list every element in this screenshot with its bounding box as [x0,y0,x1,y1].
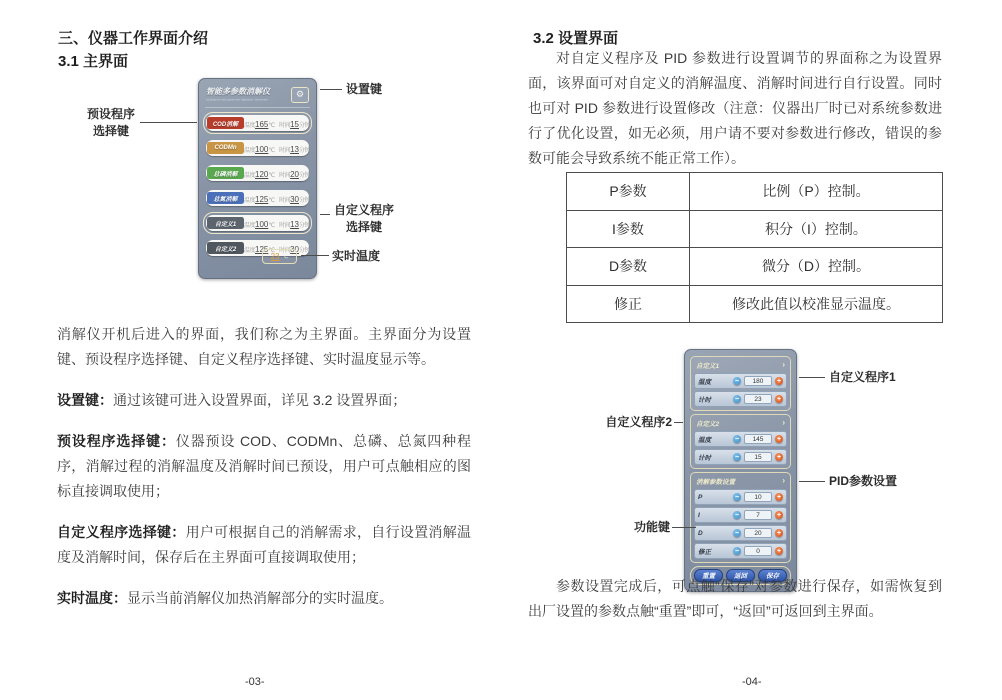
paragraph-intro [57,322,471,372]
temp-label: 温度 [244,223,256,229]
program-button-cod[interactable]: COD消解 [207,117,244,129]
device-title-block [206,86,291,103]
callout-pid-settings: PID参数设置 [829,474,898,488]
temp-unit: ℃ [268,198,275,204]
table-row [567,248,943,286]
increase-button[interactable]: + [776,435,782,443]
right-intro-paragraph: 对自定义程序及 PID 参数进行设置调节的界面称之为设置界面，该界面可对自定义的消解温度、消解时间进行自行设置。同时也可对 PID 参数进行设置修改（注意：仪器出厂时已对系统参数进行了优化设置，如无必须，用户请不要对参数进行修改，错误的参数可能会导致系统不能正常工作）。 [528,50,942,166]
time-label: 时间 [279,173,291,179]
desc-cell: 修改此值以校准显示温度。 [690,285,943,323]
callout-custom-program1: 自定义程序1 [829,370,896,384]
paragraph-preset-key [57,429,471,504]
table-row [567,173,943,211]
program-row-cod[interactable] [206,115,309,131]
temp-value: 100 [255,145,269,154]
section-header[interactable] [694,359,787,371]
save-button[interactable]: 保存 [758,569,787,582]
section-title: 自定义2 [696,420,720,428]
value-field[interactable]: 20 [744,528,772,538]
program-button-codmn[interactable]: CODMn [207,142,244,154]
value-field[interactable]: 145 [744,434,772,444]
custom1-section [690,356,791,411]
decrease-button[interactable]: − [734,529,740,537]
paragraph-text: 仪器预设 COD、CODMn、总磷、总氮四种程序，消解过程的消解温度及消解时间已预设，用户可点触相应的图标直接调取使用； [57,433,471,499]
setting-row-temp [694,373,787,389]
value-field[interactable]: 0 [744,546,772,556]
decrease-button[interactable]: − [734,395,740,403]
paragraph-text: 消解仪开机后进入的界面，我们称之为主界面。主界面分为设置键、预设程序选择键、自定义程序选择键、实时温度显示等。 [57,326,471,367]
setting-row-p [694,489,787,505]
realtime-temperature-display [262,249,297,264]
callout-line-custom [320,214,330,215]
time-label: 时间 [279,198,291,204]
decrease-button[interactable]: − [734,511,740,519]
back-button[interactable]: 返回 [726,569,755,582]
callout-function-keys: 功能键 [633,520,670,534]
temp-value: 120 [255,170,269,179]
callout-line-function-keys [672,527,696,528]
temp-value: 165 [255,120,269,129]
setting-row-time [694,391,787,407]
value-field[interactable]: 180 [744,376,772,386]
increase-button[interactable]: + [776,453,782,461]
program-values [244,189,310,207]
program-values [244,214,310,232]
param-cell: I参数 [567,210,690,248]
param-cell: 修正 [567,285,690,323]
program-row-codmn[interactable] [206,140,309,156]
setting-label: 计时 [698,454,711,462]
value-field[interactable]: 15 [744,452,772,462]
paragraph-settings-key [57,388,471,413]
program-button-custom2[interactable]: 自定义2 [207,242,244,254]
setting-label: 温度 [698,436,711,444]
param-cell: D参数 [567,248,690,286]
realtime-temp-unit: ℃ [281,254,289,260]
time-unit: 分钟 [299,248,311,254]
callout-custom-line2: 选择键 [345,220,382,234]
callout-realtime-temp: 实时温度 [332,249,381,263]
temp-label: 温度 [244,198,256,204]
paragraph-text: 通过该键可进入设置界面，详见 3.2 设置界面； [113,392,407,408]
time-value: 13 [290,220,299,229]
increase-button[interactable]: + [776,493,782,501]
time-value: 13 [290,145,299,154]
callout-preset-key [84,106,138,140]
device-subtitle: intelligent multi parameter digestion instrument [206,98,269,102]
temp-unit: ℃ [268,173,275,179]
pid-parameter-table [566,172,943,323]
left-body-text [57,322,471,627]
table-row [567,285,943,323]
time-unit: 分钟 [299,148,311,154]
setting-label: 修正 [698,548,711,556]
pid-section [690,472,791,563]
temp-label: 温度 [244,123,256,129]
temp-label: 温度 [244,248,256,254]
time-unit: 分钟 [299,223,311,229]
temp-unit: ℃ [268,123,275,129]
value-field[interactable]: 10 [744,492,772,502]
gear-icon[interactable]: ⚙ [291,87,309,103]
increase-button[interactable]: + [776,511,782,519]
decrease-button[interactable]: − [734,435,740,443]
page-number-right: -04- [742,676,762,688]
temp-unit: ℃ [268,223,275,229]
setting-label: 计时 [698,396,711,404]
section-title: 消解参数设置 [696,478,735,486]
temp-unit: ℃ [268,148,275,154]
section-heading-left: 三、仪器工作界面介绍 [58,30,209,47]
callout-line-custom2 [674,422,683,423]
decrease-button[interactable]: − [734,547,740,555]
subsection-heading-3-1: 3.1 主界面 [58,53,129,70]
callout-line-settings [320,89,342,90]
callout-settings-key: 设置键 [346,82,383,96]
time-label: 时间 [279,123,291,129]
paragraph-text: 显示当前消解仪加热消解部分的实时温度。 [127,590,393,606]
desc-cell: 比例（P）控制。 [690,173,943,211]
time-label: 时间 [279,223,291,229]
realtime-temp-value: 23 [270,252,280,261]
paragraph-realtime-temp [57,586,471,611]
value-field[interactable]: 7 [744,510,772,520]
program-row-custom1[interactable] [206,215,309,231]
program-row-tp[interactable] [206,165,309,181]
program-row-tn[interactable] [206,190,309,206]
setting-label: P [698,493,703,501]
setting-label: D [698,529,703,537]
paragraph-custom-key [57,520,471,570]
program-button-tn[interactable]: 总氮消解 [207,192,244,204]
program-values [244,114,310,132]
setting-row-temp [694,431,787,447]
setting-row-i [694,507,787,523]
right-outro-paragraph: 参数设置完成后，可点触“保存”对参数进行保存，如需恢复到出厂设置的参数点触“重置”即可，“返回”可返回到主界面。 [528,578,942,619]
section-title: 自定义1 [696,362,720,370]
increase-button[interactable]: + [776,547,782,555]
custom2-section [690,414,791,469]
callout-preset-line1: 预设程序 [86,107,135,121]
setting-label: I [698,511,700,519]
temp-value: 125 [255,195,269,204]
value-field[interactable]: 23 [744,394,772,404]
program-button-custom1[interactable]: 自定义1 [207,217,244,229]
temp-unit: ℃ [268,248,275,254]
time-unit: 分钟 [299,123,311,129]
subsection-heading-3-2: 3.2 设置界面 [533,30,619,47]
chevron-right-icon: › [782,476,785,485]
setting-row-time [694,449,787,465]
device-header [205,83,310,108]
increase-button[interactable]: + [776,529,782,537]
time-label: 时间 [279,148,291,154]
setting-row-correction [694,543,787,559]
chevron-right-icon: › [782,418,785,427]
table-row [567,210,943,248]
time-value: 15 [290,120,299,129]
callout-custom-key [332,202,396,236]
decrease-button[interactable]: − [734,453,740,461]
time-unit: 分钟 [299,173,311,179]
callout-custom-program2: 自定义程序2 [605,415,672,429]
desc-cell: 微分（D）控制。 [690,248,943,286]
paragraph-text: 用户可根据自己的消解需求，自行设置消解温度及消解时间，保存后在主界面可直接调取使用； [57,524,472,565]
program-values [244,164,310,182]
program-rows [205,108,310,256]
paragraph-label: 自定义程序选择键： [57,524,186,540]
program-values [244,139,310,157]
device-title: 智能多参数消解仪 [206,87,270,96]
settings-interface-figure [684,349,797,592]
paragraph-label: 实时温度： [57,590,127,606]
paragraph-label: 预设程序选择键： [57,433,176,449]
callout-line-custom1 [799,377,825,378]
decrease-button[interactable]: − [734,377,740,385]
callout-line-preset [140,122,197,123]
section-header[interactable] [694,417,787,429]
paragraph-label: 设置键： [57,392,113,408]
time-unit: 分钟 [299,198,311,204]
setting-label: 温度 [698,378,711,386]
program-button-tp[interactable]: 总磷消解 [207,167,244,179]
callout-custom-line1: 自定义程序 [333,203,394,217]
temp-value: 125 [255,245,269,254]
decrease-button[interactable]: − [734,493,740,501]
temp-label: 温度 [244,173,256,179]
section-header[interactable] [694,475,787,487]
main-interface-figure [198,78,317,279]
time-value: 20 [290,170,299,179]
reset-button[interactable]: 重置 [694,569,723,582]
chevron-right-icon: › [782,360,785,369]
time-label: 时间 [279,248,291,254]
increase-button[interactable]: + [776,395,782,403]
time-value: 30 [290,245,299,254]
temp-value: 100 [255,220,269,229]
param-cell: P参数 [567,173,690,211]
callout-line-realtime [301,255,329,256]
increase-button[interactable]: + [776,377,782,385]
callout-line-pid [799,481,825,482]
page-number-left: -03- [245,676,265,688]
setting-row-d [694,525,787,541]
desc-cell: 积分（I）控制。 [690,210,943,248]
callout-preset-line2: 选择键 [92,124,129,138]
temp-label: 温度 [244,148,256,154]
time-value: 30 [290,195,299,204]
